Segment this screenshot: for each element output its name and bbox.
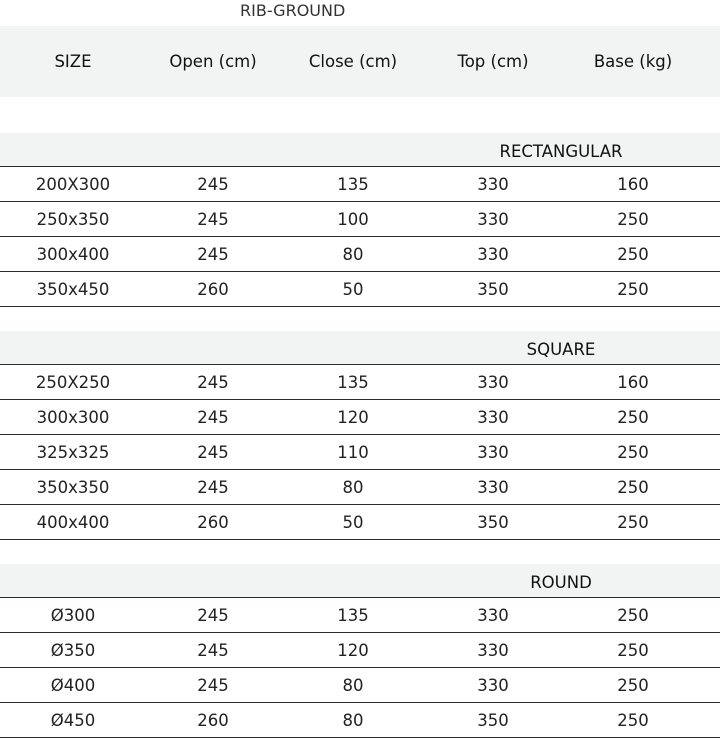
cell-close: 50	[342, 279, 364, 299]
cell-open: 245	[197, 174, 229, 194]
cell-open: 245	[197, 640, 229, 660]
cell-open: 245	[197, 244, 229, 264]
cell-open: 260	[197, 512, 229, 532]
table-row	[0, 365, 720, 400]
table-row	[0, 202, 720, 237]
section-header	[0, 331, 720, 365]
cell-open: 245	[197, 605, 229, 625]
cell-close: 80	[342, 675, 364, 695]
table-title: RIB-GROUND	[240, 1, 346, 20]
header-close: Close (cm)	[308, 52, 398, 71]
table-row	[0, 435, 720, 470]
table-row	[0, 400, 720, 435]
cell-size: Ø350	[50, 640, 96, 660]
cell-top: 350	[477, 710, 509, 730]
cell-top: 330	[477, 407, 509, 427]
cell-close: 50	[342, 512, 364, 532]
cell-close: 80	[342, 710, 364, 730]
cell-top: 350	[477, 279, 509, 299]
cell-open: 245	[197, 209, 229, 229]
cell-close: 80	[342, 477, 364, 497]
cell-open: 245	[197, 675, 229, 695]
table-row	[0, 272, 720, 307]
cell-base: 250	[617, 279, 649, 299]
cell-open: 245	[197, 442, 229, 462]
cell-open: 245	[197, 372, 229, 392]
cell-top: 330	[477, 442, 509, 462]
cell-close: 120	[337, 407, 369, 427]
header-top: Top (cm)	[457, 52, 529, 71]
cell-size: Ø400	[50, 675, 96, 695]
cell-size: Ø300	[50, 605, 96, 625]
section-square	[0, 331, 720, 540]
cell-base: 250	[617, 442, 649, 462]
cell-open: 260	[197, 279, 229, 299]
cell-close: 135	[337, 605, 369, 625]
header-size: SIZE	[54, 52, 92, 71]
cell-top: 330	[477, 209, 509, 229]
cell-top: 330	[477, 372, 509, 392]
cell-open: 260	[197, 710, 229, 730]
cell-top: 330	[477, 640, 509, 660]
cell-size: 350x450	[36, 279, 110, 299]
cell-base: 250	[617, 407, 649, 427]
cell-size: 300x400	[36, 244, 110, 264]
cell-top: 330	[477, 244, 509, 264]
cell-size: Ø450	[50, 710, 96, 730]
cell-size: 350x350	[36, 477, 110, 497]
table-row	[0, 703, 720, 738]
cell-base: 250	[617, 512, 649, 532]
table-row	[0, 633, 720, 668]
cell-close: 120	[337, 640, 369, 660]
cell-base: 250	[617, 675, 649, 695]
cell-size: 300x300	[36, 407, 110, 427]
cell-open: 245	[197, 477, 229, 497]
cell-base: 250	[617, 244, 649, 264]
cell-size: 250x350	[36, 209, 110, 229]
header-base: Base (kg)	[593, 52, 673, 71]
cell-base: 250	[617, 209, 649, 229]
cell-base: 250	[617, 640, 649, 660]
table-row	[0, 237, 720, 272]
cell-size: 325x325	[36, 442, 110, 462]
section-rectangular	[0, 133, 720, 307]
cell-top: 330	[477, 675, 509, 695]
cell-base: 160	[617, 174, 649, 194]
table-row	[0, 167, 720, 202]
section-title: ROUND	[530, 573, 592, 592]
cell-base: 160	[617, 372, 649, 392]
table-header	[0, 26, 720, 97]
cell-open: 245	[197, 407, 229, 427]
cell-close: 135	[337, 174, 369, 194]
cell-base: 250	[617, 477, 649, 497]
section-round	[0, 564, 720, 738]
cell-top: 330	[477, 605, 509, 625]
cell-size: 400x400	[36, 512, 110, 532]
cell-base: 250	[617, 605, 649, 625]
cell-top: 350	[477, 512, 509, 532]
section-title: RECTANGULAR	[499, 142, 623, 161]
cell-close: 110	[337, 442, 369, 462]
cell-close: 100	[337, 209, 369, 229]
header-open: Open (cm)	[169, 52, 257, 71]
section-header	[0, 564, 720, 598]
cell-size: 250X250	[35, 372, 111, 392]
table-row	[0, 668, 720, 703]
table-row	[0, 598, 720, 633]
table-row	[0, 470, 720, 505]
section-title: SQUARE	[526, 340, 596, 359]
cell-size: 200X300	[35, 174, 111, 194]
section-header	[0, 133, 720, 167]
cell-close: 135	[337, 372, 369, 392]
cell-top: 330	[477, 477, 509, 497]
table-row	[0, 505, 720, 540]
cell-close: 80	[342, 244, 364, 264]
cell-base: 250	[617, 710, 649, 730]
cell-top: 330	[477, 174, 509, 194]
